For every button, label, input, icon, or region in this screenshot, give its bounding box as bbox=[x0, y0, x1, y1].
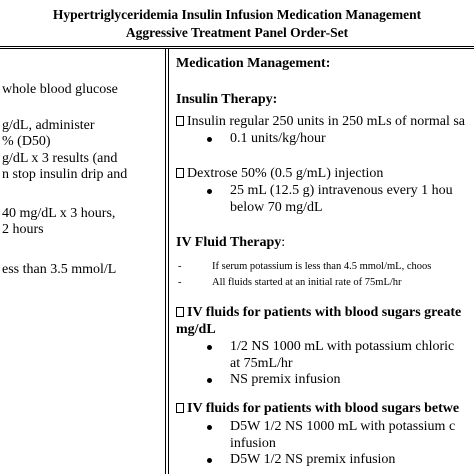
iv-note-rate: All fluids started at an initial rate of 75mL/hr bbox=[212, 277, 402, 288]
header-rule-top bbox=[0, 46, 474, 47]
checkbox-icon[interactable] bbox=[176, 168, 184, 178]
iv-fluid-therapy-colon: : bbox=[281, 235, 286, 250]
medication-management-heading: Medication Management: bbox=[176, 56, 331, 71]
iv-group2-item1: D5W 1/2 NS 1000 mL with potassium c bbox=[230, 419, 456, 434]
iv-group1-option[interactable] bbox=[176, 305, 461, 321]
dash-marker: - bbox=[178, 261, 182, 272]
header-rule-bottom bbox=[0, 48, 474, 49]
dash-marker: - bbox=[178, 277, 182, 288]
insulin-order-text: Insulin regular 250 units in 250 mLs of normal sa bbox=[187, 114, 466, 129]
dextrose-order-text: Dextrose 50% (0.5 g/mL) injection bbox=[187, 166, 384, 181]
left-line: 2 hours bbox=[2, 222, 44, 237]
iv-note-potassium: If serum potassium is less than 4.5 mmol/mL, choos bbox=[212, 261, 432, 272]
dextrose-order-option[interactable] bbox=[176, 166, 383, 182]
bullet-icon bbox=[207, 458, 212, 463]
iv-group2-item2: D5W 1/2 NS premix infusion bbox=[230, 452, 396, 467]
document-subtitle: Aggressive Treatment Panel Order-Set bbox=[125, 25, 349, 40]
checkbox-icon[interactable] bbox=[176, 307, 184, 317]
dextrose-dose-text-continued: below 70 mg/dL bbox=[230, 200, 323, 215]
left-line: ess than 3.5 mmol/L bbox=[2, 262, 117, 277]
column-divider-right bbox=[168, 48, 169, 474]
iv-group1-item1-continued: at 75mL/hr bbox=[230, 356, 293, 371]
left-line: n stop insulin drip and bbox=[2, 167, 128, 182]
iv-group2-item1-continued: infusion bbox=[230, 436, 276, 451]
iv-group1-heading: IV fluids for patients with blood sugars greate bbox=[187, 305, 462, 320]
iv-group2-heading: IV fluids for patients with blood sugars betwe bbox=[187, 401, 460, 416]
checkbox-icon[interactable] bbox=[176, 403, 184, 413]
iv-group2-option[interactable] bbox=[176, 401, 459, 417]
iv-group1-item1: 1/2 NS 1000 mL with potassium chloric bbox=[230, 339, 455, 354]
column-divider-left bbox=[165, 48, 166, 474]
dextrose-dose-text: 25 mL (12.5 g) intravenous every 1 hou bbox=[230, 183, 453, 198]
insulin-dose-text: 0.1 units/kg/hour bbox=[230, 131, 326, 146]
left-line: g/dL, administer bbox=[2, 118, 95, 133]
bullet-icon bbox=[207, 345, 212, 350]
insulin-order-option[interactable] bbox=[176, 114, 465, 130]
iv-fluid-therapy-label: IV Fluid Therapy bbox=[176, 235, 282, 250]
left-line: 40 mg/dL x 3 hours, bbox=[2, 206, 116, 221]
left-line: g/dL x 3 results (and bbox=[2, 151, 118, 166]
bullet-icon bbox=[207, 189, 212, 194]
iv-fluid-therapy-heading bbox=[176, 235, 285, 251]
bullet-icon bbox=[207, 137, 212, 142]
left-line: % (D50) bbox=[2, 134, 51, 149]
checkbox-icon[interactable] bbox=[176, 116, 184, 126]
insulin-therapy-heading: Insulin Therapy: bbox=[176, 92, 278, 107]
left-line: whole blood glucose bbox=[2, 82, 118, 97]
document-title: Hypertriglyceridemia Insulin Infusion Medication Management bbox=[52, 7, 422, 22]
iv-group1-item2: NS premix infusion bbox=[230, 372, 341, 387]
iv-group1-heading-continued: mg/dL bbox=[176, 322, 216, 337]
bullet-icon bbox=[207, 378, 212, 383]
bullet-icon bbox=[207, 425, 212, 430]
